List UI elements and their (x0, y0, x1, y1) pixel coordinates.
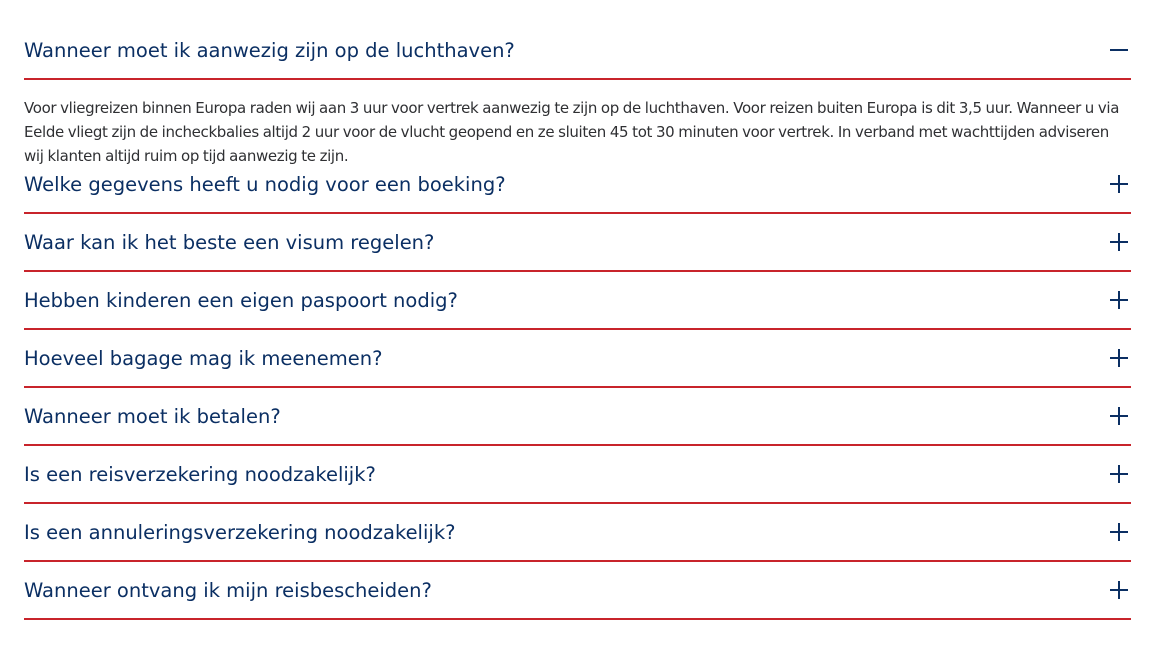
faq-accordion (24, 22, 1131, 620)
faq-question-text: Is een annuleringsverzekering noodzakelijk? (24, 520, 456, 544)
plus-icon[interactable] (1109, 406, 1129, 426)
faq-question-text: Wanneer moet ik betalen? (24, 404, 281, 428)
minus-icon[interactable] (1109, 40, 1129, 60)
faq-question-text: Hoeveel bagage mag ik meenemen? (24, 346, 383, 370)
faq-question-text: Welke gegevens heeft u nodig voor een boeking? (24, 172, 506, 196)
faq-item-aanwezig-luchthaven (24, 22, 1131, 80)
plus-icon[interactable] (1109, 348, 1129, 368)
faq-question-toggle[interactable] (24, 504, 1131, 560)
faq-question-toggle[interactable] (24, 562, 1131, 618)
faq-question-text: Wanneer ontvang ik mijn reisbescheiden? (24, 578, 432, 602)
faq-question-toggle[interactable] (24, 388, 1131, 444)
faq-question-toggle[interactable] (24, 22, 1131, 78)
faq-question-text: Hebben kinderen een eigen paspoort nodig? (24, 288, 458, 312)
faq-item (24, 214, 1131, 272)
plus-icon[interactable] (1109, 464, 1129, 484)
plus-icon[interactable] (1109, 174, 1129, 194)
plus-icon[interactable] (1109, 580, 1129, 600)
faq-item (24, 330, 1131, 388)
faq-item (24, 562, 1131, 620)
faq-item (24, 504, 1131, 562)
faq-question-toggle[interactable] (24, 214, 1131, 270)
plus-icon[interactable] (1109, 290, 1129, 310)
faq-question-toggle[interactable] (24, 330, 1131, 386)
faq-item (24, 388, 1131, 446)
plus-icon[interactable] (1109, 522, 1129, 542)
faq-question-toggle[interactable] (24, 272, 1131, 328)
faq-answer-text: Voor vliegreizen binnen Europa raden wij aan 3 uur voor vertrek aanwezig te zijn op de luchthaven. Voor reizen buiten Europa is dit 3,5 uur. Wanneer u via Eelde vliegt zijn de incheckbalies altijd 2 uur voor de vlucht geopend en ze sluiten 45 tot 30 minuten voor vertrek. In verband met wachttijden adviseren wij klanten altijd ruim op tijd aanwezig te zijn. (24, 99, 1120, 165)
faq-question-text: Wanneer moet ik aanwezig zijn op de luchthaven? (24, 38, 515, 62)
faq-question-text: Is een reisverzekering noodzakelijk? (24, 462, 376, 486)
faq-item (24, 272, 1131, 330)
faq-question-text: Waar kan ik het beste een visum regelen? (24, 230, 435, 254)
plus-icon[interactable] (1109, 232, 1129, 252)
faq-question-toggle[interactable] (24, 446, 1131, 502)
faq-item (24, 446, 1131, 504)
